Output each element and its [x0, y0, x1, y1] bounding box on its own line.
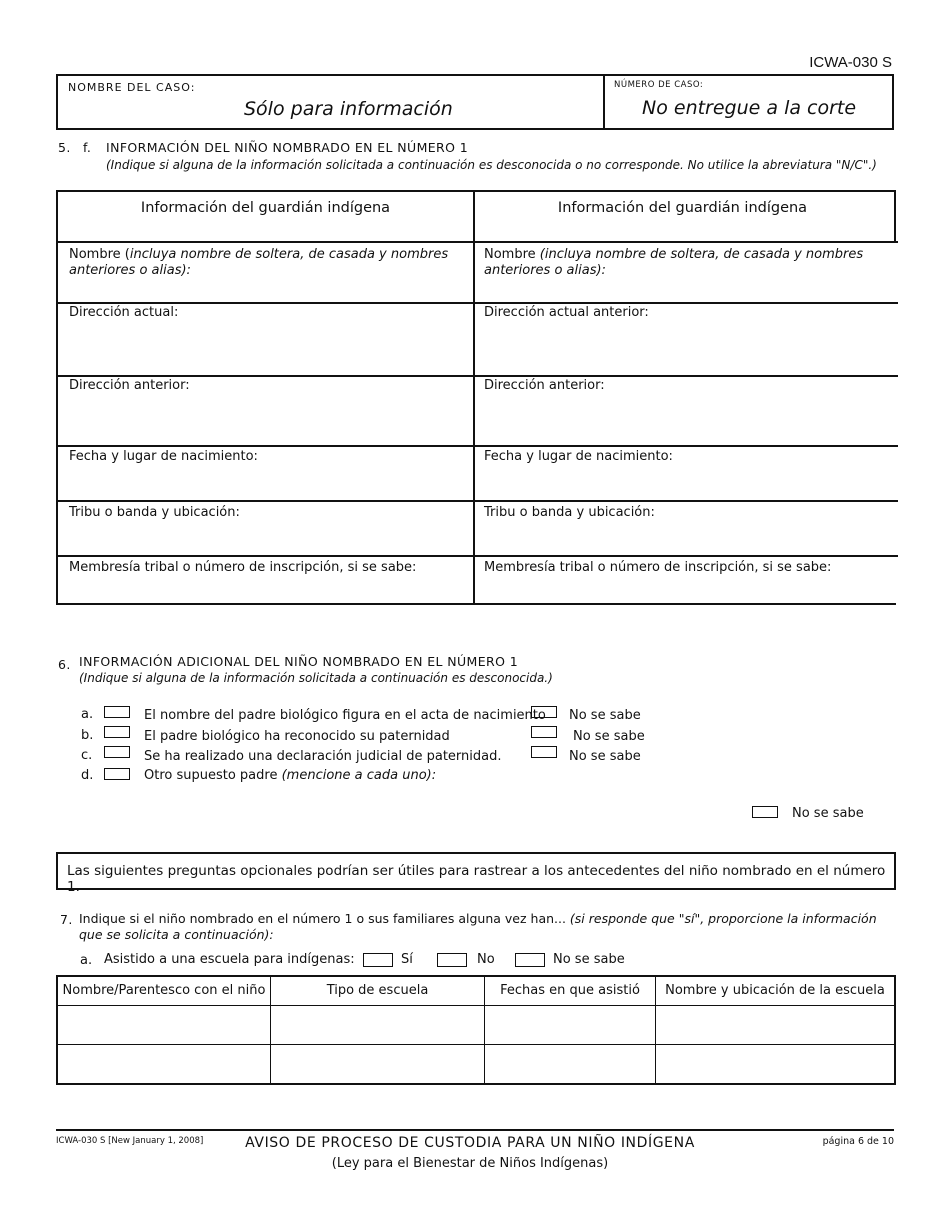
item-d-unknown-label: No se sabe: [792, 806, 864, 821]
section7-number: 7.: [60, 912, 73, 927]
page-number: página 6 de 10: [822, 1136, 894, 1147]
right-address-field[interactable]: Dirección actual anterior:: [484, 305, 649, 320]
left-name-label: Nombre (: [69, 247, 130, 262]
row-line: [58, 1005, 894, 1006]
row-line: [58, 445, 898, 447]
item-b-text: El padre biológico ha reconocido su paternidad: [144, 729, 450, 744]
section6-note: (Indique si alguna de la información solicitada a continuación es desconocida.): [79, 671, 553, 685]
optional-questions-text: Las siguientes preguntas opcionales podrían ser útiles para rastrear a los antecedentes del niño nombrado en el número 1.: [67, 863, 886, 895]
left-address-field[interactable]: Dirección actual:: [69, 305, 179, 320]
item-d-checkbox[interactable]: [104, 768, 130, 780]
footer-rule: [56, 1129, 894, 1131]
item-c-unknown-checkbox[interactable]: [531, 746, 557, 758]
item-b-unknown-label: No se sabe: [573, 729, 645, 744]
form-title: AVISO DE PROCESO DE CUSTODIA PARA UN NIÑO INDÍGENA: [245, 1135, 695, 1151]
school-no-label: No: [477, 952, 495, 967]
row-line: [58, 375, 898, 377]
item-a-unknown-checkbox[interactable]: [531, 706, 557, 718]
item-a-checkbox[interactable]: [104, 706, 130, 718]
right-birth-field[interactable]: Fecha y lugar de nacimiento:: [484, 449, 673, 464]
item-a-text: El nombre del padre biológico figura en el acta de nacimiento: [144, 708, 546, 723]
item-b-letter: b.: [81, 728, 94, 743]
form-subtitle: (Ley para el Bienestar de Niños Indígenas): [331, 1156, 609, 1171]
school-col-dates: Fechas en que asistió: [500, 983, 640, 998]
left-prev-address-field[interactable]: Dirección anterior:: [69, 378, 190, 393]
row-line: [58, 500, 898, 502]
left-column-header: Información del guardián indígena: [140, 200, 391, 216]
row-line: [58, 1044, 894, 1045]
school-no-checkbox[interactable]: [437, 953, 467, 967]
row-line: [58, 241, 898, 243]
case-header-box: [56, 74, 894, 130]
right-name-label: Nombre: [484, 247, 540, 262]
item-c-letter: c.: [81, 748, 93, 763]
school-table: [56, 975, 896, 1085]
form-revision: ICWA-030 S [New January 1, 2008]: [56, 1136, 204, 1146]
guardian-table-right-edge: [894, 192, 896, 242]
left-name-field[interactable]: [69, 247, 449, 279]
school-unknown-label: No se sabe: [553, 952, 625, 967]
header-divider: [603, 76, 605, 128]
section6-number: 6.: [58, 657, 71, 672]
school-yes-checkbox[interactable]: [363, 953, 393, 967]
guardian-table: [56, 190, 896, 605]
section5-title: INFORMACIÓN DEL NIÑO NOMBRADO EN EL NÚMERO 1: [106, 140, 469, 155]
section7-a-text: Asistido a una escuela para indígenas:: [104, 952, 355, 967]
section7-text: Indique si el niño nombrado en el número 1 o sus familiares alguna vez han...: [79, 911, 570, 926]
right-tribe-field[interactable]: Tribu o banda y ubicación:: [484, 505, 655, 520]
guardian-table-divider: [473, 192, 475, 603]
school-unknown-checkbox[interactable]: [515, 953, 545, 967]
school-col-type: Tipo de escuela: [326, 983, 429, 998]
right-column-header: Información del guardián indígena: [557, 200, 808, 216]
case-number-value[interactable]: No entregue a la corte: [642, 97, 857, 119]
item-a-unknown-label: No se sabe: [569, 708, 641, 723]
section5-note: (Indique si alguna de la información solicitada a continuación es desconocida o no corresponde. No utilice la abreviatura "N/C".): [106, 158, 877, 172]
right-prev-address-field[interactable]: Dirección anterior:: [484, 378, 605, 393]
row-line: [58, 555, 898, 557]
left-birth-field[interactable]: Fecha y lugar de nacimiento:: [69, 449, 258, 464]
item-d-label: Otro supuesto padre: [144, 768, 282, 783]
right-membership-field[interactable]: Membresía tribal o número de inscripción, si se sabe:: [484, 560, 832, 575]
section7-hint: (si responde que "sí", proporcione la información que se solicita a continuación):: [79, 911, 877, 942]
item-d-unknown-checkbox[interactable]: [752, 806, 778, 818]
section7-question: [79, 911, 899, 943]
item-c-text: Se ha realizado una declaración judicial de paternidad.: [144, 749, 502, 764]
item-b-unknown-checkbox[interactable]: [531, 726, 557, 738]
section6-title: INFORMACIÓN ADICIONAL DEL NIÑO NOMBRADO EN EL NÚMERO 1: [79, 654, 519, 669]
case-name-label: NOMBRE DEL CASO:: [68, 81, 196, 94]
school-col-name: Nombre/Parentesco con el niño: [62, 983, 266, 998]
form-id: ICWA-030 S: [809, 54, 892, 71]
left-membership-field[interactable]: Membresía tribal o número de inscripción, si se sabe:: [69, 560, 417, 575]
item-b-checkbox[interactable]: [104, 726, 130, 738]
case-name-value[interactable]: Sólo para información: [244, 98, 453, 120]
row-line: [58, 302, 898, 304]
item-a-letter: a.: [81, 707, 94, 722]
section5-number: 5.: [58, 140, 71, 155]
left-name-hint: incluya nombre de soltera, de casada y nombres anteriores o alias):: [69, 247, 449, 278]
item-d-hint: (mencione a cada uno):: [281, 768, 437, 783]
item-c-unknown-label: No se sabe: [569, 749, 641, 764]
item-d-letter: d.: [81, 768, 94, 783]
section7-a-letter: a.: [80, 953, 93, 968]
case-number-label: NÚMERO DE CASO:: [614, 80, 704, 90]
school-yes-label: Sí: [401, 952, 413, 967]
left-tribe-field[interactable]: Tribu o banda y ubicación:: [69, 505, 240, 520]
optional-questions-note: [56, 852, 896, 895]
school-col-location: Nombre y ubicación de la escuela: [665, 983, 885, 998]
right-name-hint: (incluya nombre de soltera, de casada y nombres anteriores o alias):: [484, 247, 864, 278]
right-name-field[interactable]: [484, 247, 864, 279]
item-d-text: [144, 768, 436, 783]
item-c-checkbox[interactable]: [104, 746, 130, 758]
section5-letter: f.: [83, 140, 92, 155]
